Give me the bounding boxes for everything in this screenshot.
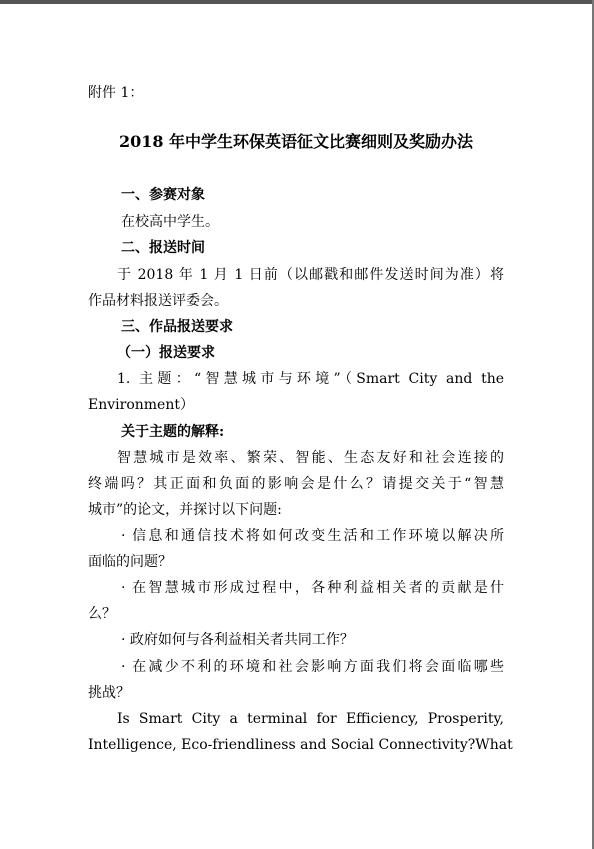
question1-line1: · 信息和通信技术将如何改变生活和工作环境以解决所 [121,528,504,544]
theme-explanation-heading: 关于主题的解释: [121,424,225,440]
section1-heading: 一、参赛对象 [121,187,205,203]
attachment-label: 附件 1： [88,85,144,101]
english-line1: Is Smart City a terminal for Efficiency, Prosperity, [117,711,504,727]
section2-line1: 于 2018 年 1 月 1 日前（以邮戳和邮件发送时间为准）将 [117,267,504,283]
section2-heading: 二、报送时间 [121,240,205,256]
section2-line2: 作品材料报送评委会。 [88,293,228,309]
question2-line1: · 在智慧城市形成过程中，各种利益相关者的贡献是什 [121,580,504,596]
subsection-heading: （一）报送要求 [117,345,215,361]
document-title: 2018 年中学生环保英语征文比赛细则及奖励办法 [118,132,474,151]
english-line2: Intelligence, Eco-friendliness and Social Connectivity?What [88,737,513,753]
section1-text: 在校高中学生。 [121,214,219,230]
explanation-line2: 终端吗？其正面和负面的影响会是什么？请提交关于“智慧 [88,476,504,492]
question1-line2: 面临的问题？ [88,554,172,570]
explanation-line1: 智慧城市是效率、繁荣、智能、生态友好和社会连接的 [117,450,504,466]
question4-line1: · 在减少不利的环境和社会影响方面我们将会面临哪些 [121,659,504,675]
section3-heading: 三、作品报送要求 [121,319,233,335]
theme-line2: Environment） [88,397,194,413]
question3: · 政府如何与各利益相关者共同工作？ [121,632,354,648]
question2-line2: 么？ [88,606,116,622]
explanation-line3: 城市”的论文，并探讨以下问题: [88,502,282,518]
theme-line1: 1. 主题：“智慧城市与环境”（Smart City and the [117,371,504,387]
page-top-border [0,0,594,4]
question4-line2: 挑战？ [88,685,130,701]
